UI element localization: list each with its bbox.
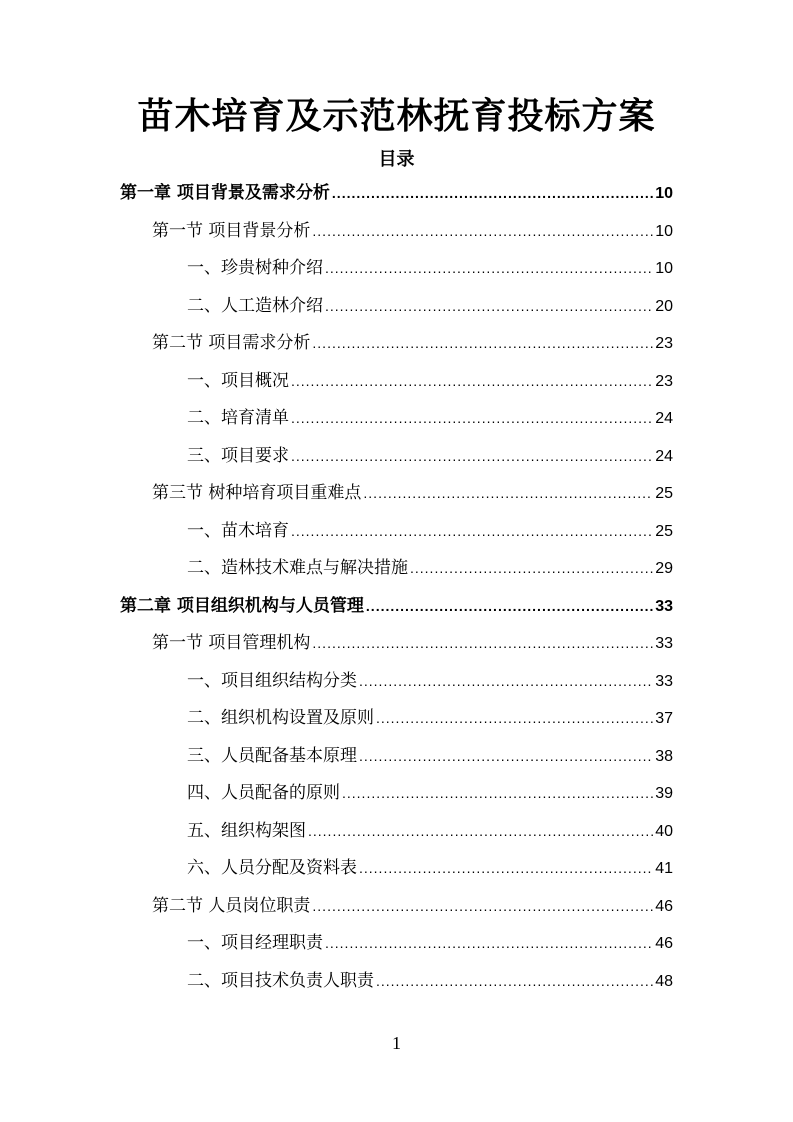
toc-entry-level-3[interactable]: [187, 741, 673, 771]
toc-dot-leader: [376, 973, 653, 989]
toc-entry-page: 33: [655, 672, 673, 690]
toc-dot-leader: [366, 598, 653, 614]
toc-dot-leader: [291, 410, 653, 426]
toc-entry-page: 25: [655, 485, 673, 502]
toc-dot-leader: [325, 935, 653, 951]
toc-entry-level-3[interactable]: [187, 553, 673, 583]
toc-entry-page: 46: [655, 897, 673, 915]
toc-entry-label: 六、人员分配及资料表: [187, 858, 357, 878]
toc-entry-label: 二、造林技术难点与解决措施: [187, 558, 408, 578]
toc-entry-page: 25: [655, 522, 673, 540]
toc-dot-leader: [312, 898, 653, 914]
toc-entry-page: 10: [655, 222, 673, 240]
toc-entry-page: 29: [655, 560, 673, 577]
toc-entry-level-3[interactable]: [187, 703, 673, 733]
toc-dot-leader: [376, 710, 653, 726]
toc-entry-page: 46: [655, 935, 673, 952]
toc-entry-level-3[interactable]: [187, 853, 673, 883]
toc-entry-level-2[interactable]: [152, 328, 673, 358]
toc-dot-leader: [291, 373, 653, 389]
toc-entry-level-2[interactable]: [152, 216, 673, 246]
page-number: 1: [392, 1033, 401, 1053]
toc-entry-label: 第一节 项目管理机构: [152, 633, 311, 653]
toc-entry-label: 四、人员配备的原则: [187, 783, 340, 803]
toc-entry-page: 20: [655, 297, 673, 315]
toc-dot-leader: [325, 260, 653, 276]
toc-dot-leader: [363, 485, 653, 501]
toc-entry-label: 二、培育清单: [187, 408, 289, 428]
toc-dot-leader: [332, 185, 653, 201]
toc-entry-level-3[interactable]: [187, 778, 673, 808]
toc-entry-label: 一、项目经理职责: [187, 933, 323, 953]
toc-entry-page: 40: [655, 822, 673, 840]
toc-entry-label: 三、项目要求: [187, 445, 289, 466]
toc-entry-label: 第三节 树种培育项目重难点: [152, 483, 362, 503]
toc-entry-level-3[interactable]: [187, 928, 673, 958]
toc-entry-label: 三、人员配备基本原理: [187, 745, 357, 766]
toc-entry-page: 23: [655, 335, 673, 352]
toc-entry-label: 一、苗木培育: [187, 520, 289, 541]
toc-entry-page: 38: [655, 747, 673, 765]
toc-dot-leader: [312, 635, 653, 651]
toc-dot-leader: [312, 335, 653, 351]
toc-entry-level-3[interactable]: [187, 253, 673, 283]
toc-entry-level-3[interactable]: [187, 516, 673, 546]
toc-entry-label: 五、组织构架图: [187, 820, 306, 841]
toc-entry-level-3[interactable]: [187, 666, 673, 696]
toc-entry-page: 41: [655, 860, 673, 877]
toc-entry-level-2[interactable]: [152, 478, 673, 508]
toc-entry-page: 23: [655, 372, 673, 390]
toc-entry-page: 37: [655, 710, 673, 727]
toc-entry-label: 二、组织机构设置及原则: [187, 708, 374, 728]
toc-entry-page: 24: [655, 447, 673, 465]
toc-entry-label: 第二章 项目组织机构与人员管理: [120, 595, 364, 616]
toc-entry-label: 一、项目组织结构分类: [187, 670, 357, 691]
toc-entry-level-3[interactable]: [187, 291, 673, 321]
toc-entry-label: 二、项目技术负责人职责: [187, 970, 374, 991]
toc-dot-leader: [359, 860, 653, 876]
toc-entry-level-3[interactable]: [187, 441, 673, 471]
toc-dot-leader: [291, 523, 653, 539]
toc-entry-level-2[interactable]: [152, 628, 673, 658]
toc-entry-page: 39: [655, 785, 673, 802]
toc-entry-level-3[interactable]: [187, 366, 673, 396]
toc-entry-page: 33: [655, 635, 673, 652]
toc-entry-label: 第二节 项目需求分析: [152, 333, 311, 353]
toc-entry-page: 10: [655, 260, 673, 277]
toc-entry-page: 33: [655, 597, 673, 615]
toc-entry-level-3[interactable]: [187, 816, 673, 846]
toc-dot-leader: [410, 560, 653, 576]
toc-entry-level-3[interactable]: [187, 403, 673, 433]
toc-entry-label: 一、项目概况: [187, 370, 289, 391]
toc-entry-page: 48: [655, 972, 673, 990]
toc-dot-leader: [312, 223, 653, 239]
toc-entry-level-1[interactable]: [120, 178, 673, 208]
toc-dot-leader: [291, 448, 653, 464]
toc-entry-label: 二、人工造林介绍: [187, 295, 323, 316]
toc-heading: 目录: [378, 149, 415, 170]
toc-dot-leader: [342, 785, 653, 801]
toc-entry-page: 10: [655, 185, 673, 202]
toc-entry-level-2[interactable]: [152, 891, 673, 921]
toc-entry-label: 第二节 人员岗位职责: [152, 895, 311, 916]
document-title: 苗木培育及示范林抚育投标方案: [137, 95, 656, 137]
toc-dot-leader: [308, 823, 653, 839]
toc-entry-label: 第一节 项目背景分析: [152, 220, 311, 241]
toc-entry-level-3[interactable]: [187, 966, 673, 996]
toc-dot-leader: [325, 298, 653, 314]
toc-entry-page: 24: [655, 410, 673, 427]
toc-dot-leader: [359, 748, 653, 764]
toc-entry-label: 一、珍贵树种介绍: [187, 258, 323, 278]
toc-entry-label: 第一章 项目背景及需求分析: [120, 183, 330, 203]
toc-entry-level-1[interactable]: [120, 591, 673, 621]
toc-dot-leader: [359, 673, 653, 689]
